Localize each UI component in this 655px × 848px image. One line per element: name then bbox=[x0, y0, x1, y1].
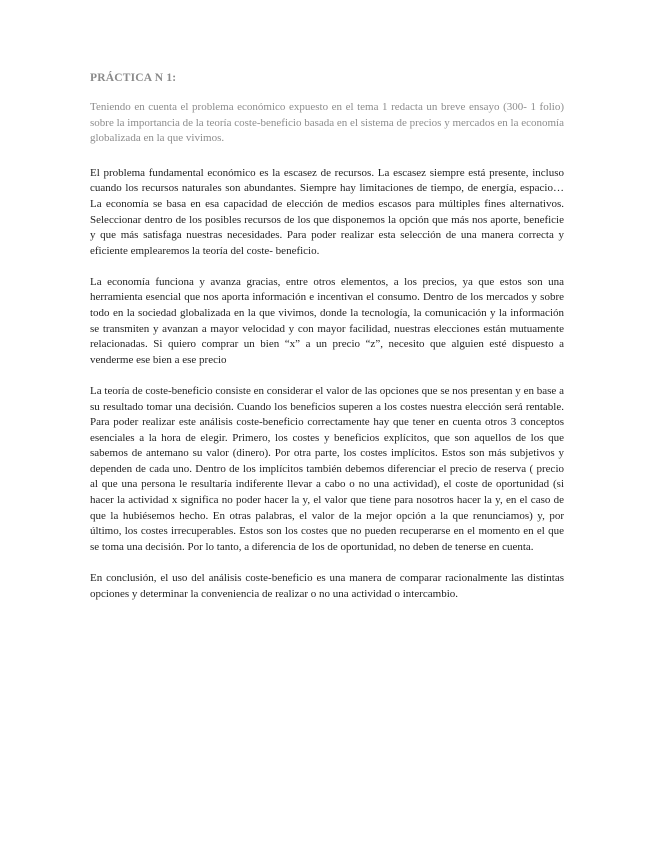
paragraph-conclusion: En conclusión, el uso del análisis coste-beneficio es una manera de comparar racionalmente las distintas opciones y determinar la conveniencia de realizar o no una actividad o intercambio. bbox=[90, 571, 564, 600]
document-page bbox=[90, 72, 564, 618]
assignment-prompt: Teniendo en cuenta el problema económico expuesto en el tema 1 redacta un breve ensayo (300- 1 folio) sobre la importancia de la teoría coste-beneficio basada en el sistema de precios y mercados en la economía globalizada en la que vivimos. bbox=[90, 101, 564, 145]
paragraph-scarcity: El problema fundamental económico es la escasez de recursos. La escasez siempre está presente, incluso cuando los recursos naturales son abundantes. Siempre hay limitaciones de tiempo, de energía, espacio… La economía se basa en esa capacidad de elección de medios escasos para múltiples fines alternativos. Seleccionar dentro de los posibles recursos de los que disponemos la opción que más nos aporte, beneficie y que más satisfaga nuestras necesidades. Para poder realizar esta selección de una manera correcta y eficiente emplearemos la teoría del coste- beneficio. bbox=[90, 166, 564, 257]
page-title: PRÁCTICA N 1: bbox=[90, 72, 177, 84]
paragraph-prices: La economía funciona y avanza gracias, entre otros elementos, a los precios, ya que estos son una herramienta esencial que nos aporta información e incentivan el consumo. Dentro de los mercados y sobre todo en la sociedad globalizada en la que vivimos, donde la tecnología, la comunicación y la información se transmiten y avanzan a mayor velocidad y con mayor facilidad, nuestras elecciones están mutuamente relacionadas. Si quiero comprar un bien “x” a un precio “z”, necesito que alguien esté dispuesto a venderme ese bien a ese precio bbox=[90, 275, 564, 366]
paragraph-cost-benefit: La teoría de coste-beneficio consiste en considerar el valor de las opciones que se nos presentan y en base a su resultado tomar una decisión. Cuando los beneficios superen a los costes nuestra elección será rentable. Para poder realizar este análisis coste-beneficio correctamente hay que tener en cuenta otros 3 conceptos esenciales a la hora de elegir. Primero, los costes y beneficios explícitos, que son aquellos de los que sabemos de antemano su valor (dinero). Por otra parte, los costes implícitos. Estos son más subjetivos y dependen de cada uno. Dentro de los implícitos también debemos diferenciar el precio de reserva ( precio al que una persona le resultaría indiferente llevar a cabo o no una actividad), el coste de oportunidad (si hacer la actividad x significa no poder hacer la y, el valor que tiene para nosotros hacer la y, en el caso de que la hubiésemos hecho. En otras palabras, el valor de la mejor opción a la que renunciamos) y, por último, los costes irrecuperables. Estos son los costes que no pueden recuperarse en el momento en el que se toma una decisión. Por lo tanto, a diferencia de los de oportunidad, no deben de tenerse en cuenta. bbox=[90, 384, 564, 553]
